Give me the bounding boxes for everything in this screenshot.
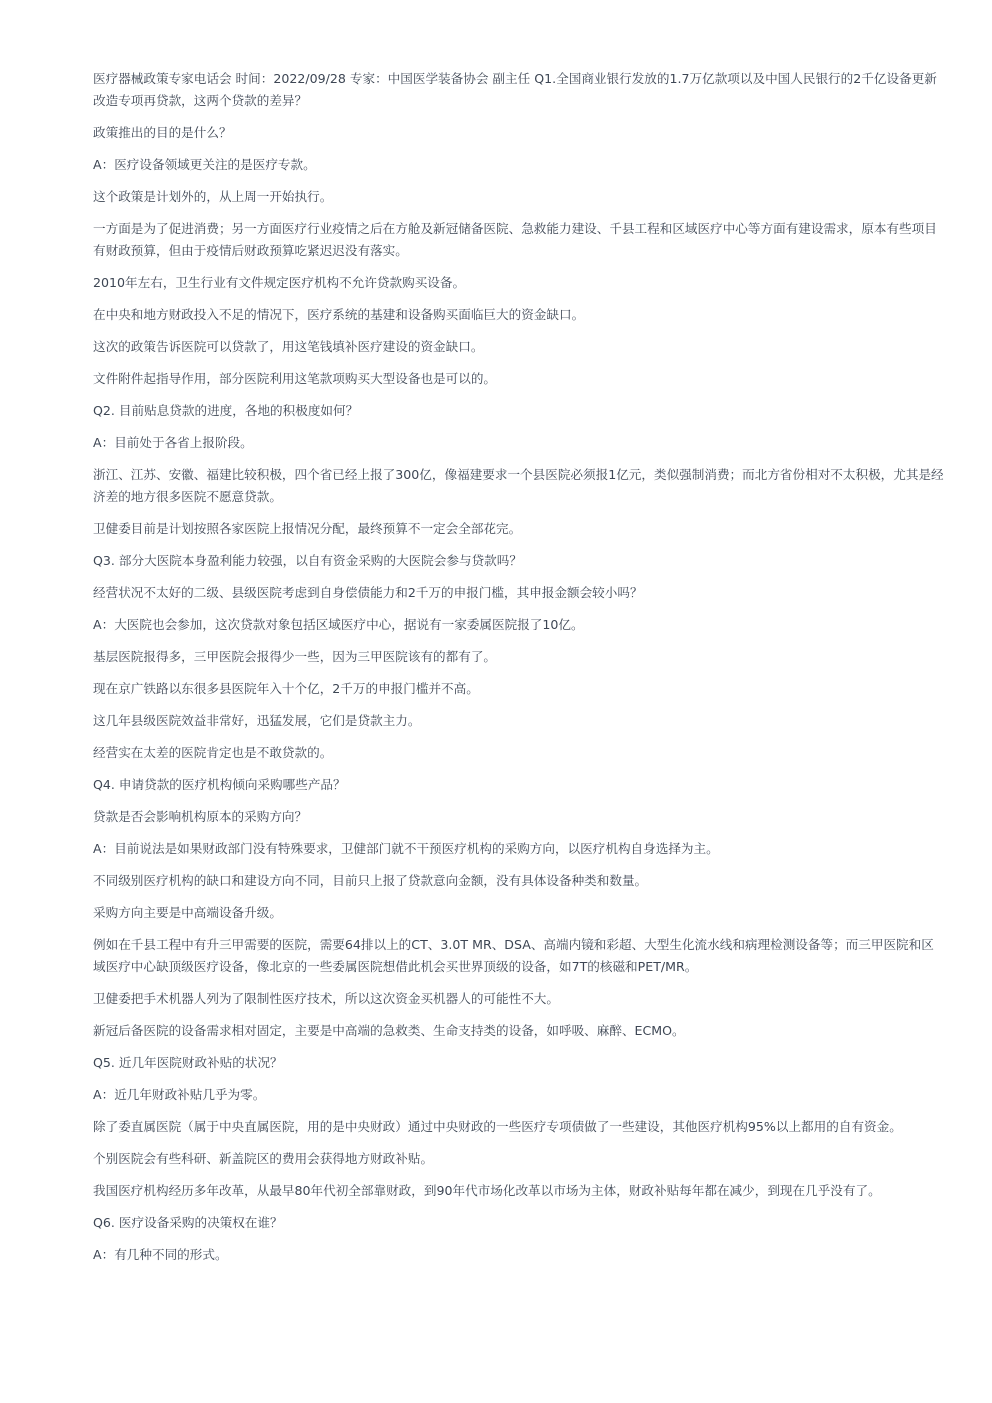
paragraph: 这个政策是计划外的，从上周一开始执行。 <box>93 189 333 204</box>
question-q4: Q4. 申请贷款的医疗机构倾向采购哪些产品？ <box>93 777 346 792</box>
paragraph: 例如在千县工程中有升三甲需要的医院，需要64排以上的CT、3.0T MR、DSA、高端内镜和彩超、大型生化流水线和病理检测设备等；而三甲医院和区域医疗中心缺顶级医疗设备，像北京的一些委属医院想借此机会买世界顶级的设备，如7T的核磁和PET/MR。 <box>93 937 934 974</box>
question-q2: Q2. 目前贴息贷款的进度，各地的积极度如何？ <box>93 403 359 418</box>
paragraph-answer: A：目前说法是如果财政部门没有特殊要求，卫健部门就不干预医疗机构的采购方向，以医疗机构自身选择为主。 <box>93 841 719 856</box>
paragraph: 这次的政策告诉医院可以贷款了，用这笔钱填补医疗建设的资金缺口。 <box>93 339 484 354</box>
paragraph-answer: A：目前处于各省上报阶段。 <box>93 435 253 450</box>
question-q5: Q5. 近几年医院财政补贴的状况？ <box>93 1055 283 1070</box>
paragraph: 不同级别医疗机构的缺口和建设方向不同，目前只上报了贷款意向金额，没有具体设备种类和数量。 <box>93 873 648 888</box>
paragraph-answer: A：有几种不同的形式。 <box>93 1247 228 1262</box>
paragraph: 政策推出的目的是什么？ <box>93 125 232 140</box>
paragraph: 新冠后备医院的设备需求相对固定，主要是中高端的急救类、生命支持类的设备，如呼吸、麻醉、ECMO。 <box>93 1023 685 1038</box>
paragraph: 文件附件起指导作用，部分医院利用这笔款项购买大型设备也是可以的。 <box>93 371 496 386</box>
paragraph: 个别医院会有些科研、新盖院区的费用会获得地方财政补贴。 <box>93 1151 434 1166</box>
paragraph: 在中央和地方财政投入不足的情况下，医疗系统的基建和设备购买面临巨大的资金缺口。 <box>93 307 585 322</box>
paragraph: 我国医疗机构经历多年改革，从最早80年代初全部靠财政，到90年代市场化改革以市场为主体，财政补贴每年都在减少，到现在几乎没有了。 <box>93 1183 881 1198</box>
paragraph: 卫健委把手术机器人列为了限制性医疗技术，所以这次资金买机器人的可能性不大。 <box>93 991 559 1006</box>
paragraph: 浙江、江苏、安徽、福建比较积极，四个省已经上报了300亿，像福建要求一个县医院必须报1亿元，类似强制消费；而北方省份相对不太积极，尤其是经济差的地方很多医院不愿意贷款。 <box>93 467 944 504</box>
paragraph-answer: A：近几年财政补贴几乎为零。 <box>93 1087 266 1102</box>
paragraph: 卫健委目前是计划按照各家医院上报情况分配，最终预算不一定会全部花完。 <box>93 521 522 536</box>
paragraph: 这几年县级医院效益非常好，迅猛发展，它们是贷款主力。 <box>93 713 421 728</box>
paragraph: 一方面是为了促进消费；另一方面医疗行业疫情之后在方舱及新冠储备医院、急救能力建设、千县工程和区域医疗中心等方面有建设需求，原本有些项目有财政预算，但由于疫情后财政预算吃紧迟迟没有落实。 <box>93 221 937 258</box>
paragraph: 2010年左右，卫生行业有文件规定医疗机构不允许贷款购买设备。 <box>93 275 466 290</box>
paragraph: 除了委直属医院（属于中央直属医院，用的是中央财政）通过中央财政的一些医疗专项债做了一些建设，其他医疗机构95%以上都用的自有资金。 <box>93 1119 902 1134</box>
paragraph-answer: A：医疗设备领域更关注的是医疗专款。 <box>93 157 316 172</box>
paragraph: 贷款是否会影响机构原本的采购方向？ <box>93 809 308 824</box>
paragraph: 采购方向主要是中高端设备升级。 <box>93 905 282 920</box>
paragraph-answer: A：大医院也会参加，这次贷款对象包括区域医疗中心，据说有一家委属医院报了10亿。 <box>93 617 584 632</box>
paragraph: 现在京广铁路以东很多县医院年入十个亿，2千万的申报门槛并不高。 <box>93 681 479 696</box>
question-q3: Q3. 部分大医院本身盈利能力较强，以自有资金采购的大医院会参与贷款吗？ <box>93 553 522 568</box>
paragraph: 经营状况不太好的二级、县级医院考虑到自身偿债能力和2千万的申报门槛，其申报金额会较小吗？ <box>93 585 643 600</box>
paragraph: 基层医院报得多，三甲医院会报得少一些，因为三甲医院该有的都有了。 <box>93 649 496 664</box>
question-q6: Q6. 医疗设备采购的决策权在谁？ <box>93 1215 283 1230</box>
paragraph: 经营实在太差的医院肯定也是不敢贷款的。 <box>93 745 333 760</box>
paragraph-title-q1: 医疗器械政策专家电话会 时间：2022/09/28 专家：中国医学装备协会 副主任 Q1.全国商业银行发放的1.7万亿款项以及中国人民银行的2千亿设备更新改造专项再贷款，这两个贷款的差异？ <box>93 71 937 108</box>
document-body <box>93 68 945 1276</box>
